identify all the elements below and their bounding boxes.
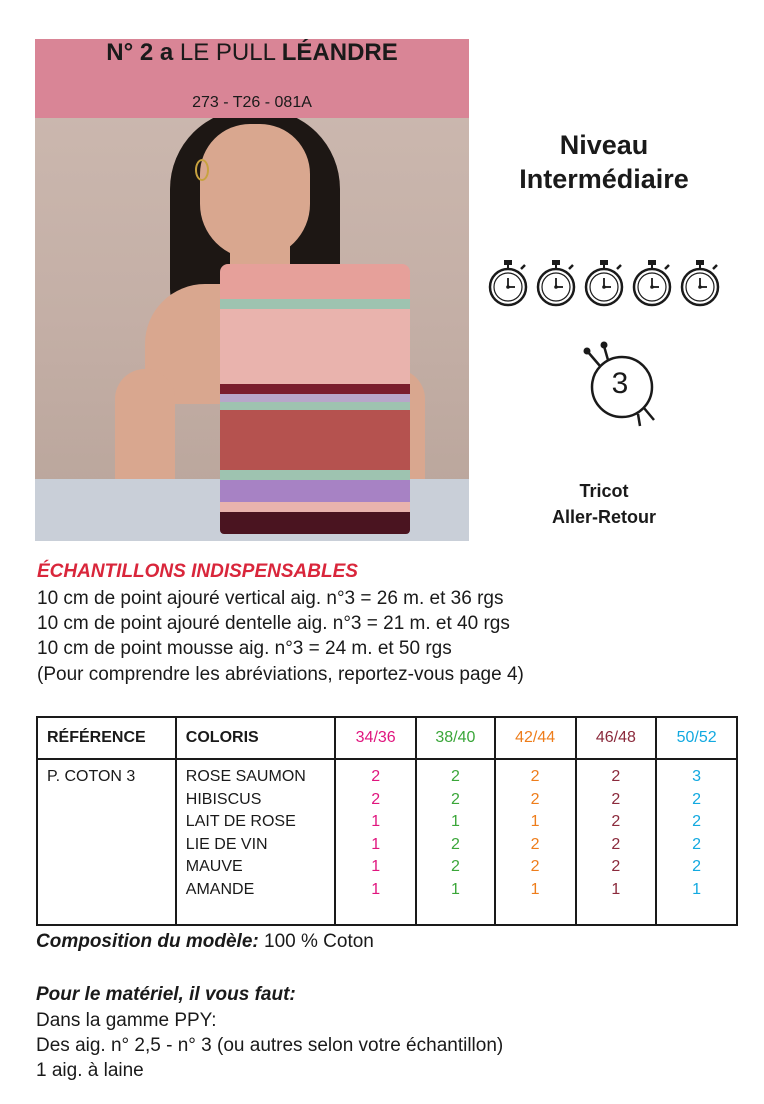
quantity-cell: 2 bbox=[530, 858, 540, 875]
materials-line: Dans la gamme PPY: bbox=[36, 1010, 217, 1031]
quantity-cell: 1 bbox=[371, 813, 381, 830]
technique-line1: Tricot bbox=[579, 481, 629, 501]
quantity-cell: 2 bbox=[371, 768, 381, 785]
pattern-number: N° 2 a bbox=[106, 39, 174, 66]
reference-code: 273 - T26 - 081A bbox=[192, 94, 312, 111]
composition bbox=[36, 931, 374, 953]
colors-header: COLORIS bbox=[176, 717, 336, 759]
materials-line: 1 aig. à laine bbox=[36, 1060, 144, 1081]
stopwatch-icon bbox=[629, 258, 675, 308]
pattern-title bbox=[35, 39, 469, 67]
difficulty-rating bbox=[484, 258, 724, 308]
quantity-cell: 1 bbox=[611, 880, 621, 898]
composition-label: Composition du modèle: bbox=[36, 931, 259, 952]
quantity-cell: 2 bbox=[530, 790, 540, 808]
size-header: 34/36 bbox=[335, 717, 416, 759]
quantity-cell: 2 bbox=[530, 835, 540, 853]
yarn-table bbox=[36, 716, 738, 926]
difficulty-level bbox=[484, 128, 724, 196]
pattern-name: LÉANDRE bbox=[281, 39, 398, 66]
quantity-cell: 2 bbox=[692, 813, 702, 830]
reference-header: RÉFÉRENCE bbox=[37, 717, 176, 759]
level-label: Niveau bbox=[559, 130, 649, 160]
quantity-cell: 2 bbox=[611, 813, 621, 830]
quantity-cell: 1 bbox=[450, 880, 460, 898]
yarn-reference: P. COTON 3 bbox=[37, 759, 176, 925]
color-name: HIBISCUS bbox=[185, 790, 262, 808]
quantity-column bbox=[335, 759, 416, 925]
quantity-cell: 2 bbox=[611, 768, 621, 785]
size-header: 38/40 bbox=[416, 717, 495, 759]
pattern-type: LE PULL bbox=[173, 39, 282, 66]
quantity-cell: 1 bbox=[530, 813, 540, 830]
color-name: MAUVE bbox=[185, 858, 243, 875]
quantity-cell: 2 bbox=[450, 835, 460, 853]
quantity-cell: 2 bbox=[450, 858, 460, 875]
quantity-cell: 1 bbox=[371, 858, 381, 875]
level-value: Intermédiaire bbox=[519, 164, 689, 194]
sample-line: 10 cm de point mousse aig. n°3 = 24 m. et 50 rgs bbox=[37, 638, 452, 659]
stopwatch-icon bbox=[581, 258, 627, 308]
quantity-cell: 2 bbox=[611, 790, 621, 808]
quantity-cell: 2 bbox=[450, 768, 460, 785]
quantity-cell: 2 bbox=[692, 790, 702, 808]
stopwatch-icon bbox=[533, 258, 579, 308]
model-photo bbox=[35, 39, 469, 541]
quantity-cell: 2 bbox=[530, 768, 540, 785]
quantity-cell: 2 bbox=[692, 858, 702, 875]
materials-line: Des aig. n° 2,5 - n° 3 (ou autres selon votre échantillon) bbox=[36, 1035, 504, 1056]
table-row bbox=[37, 759, 737, 925]
color-name: AMANDE bbox=[185, 880, 255, 898]
quantity-cell: 1 bbox=[692, 880, 702, 898]
stopwatch-icon bbox=[677, 258, 723, 308]
sample-line: 10 cm de point ajouré dentelle aig. n°3 = 21 m. et 40 rgs bbox=[37, 613, 510, 634]
quantity-cell: 2 bbox=[450, 790, 460, 808]
color-name: ROSE SAUMON bbox=[185, 768, 306, 785]
quantity-cell: 2 bbox=[611, 858, 621, 875]
size-header: 42/44 bbox=[495, 717, 576, 759]
quantity-column bbox=[656, 759, 737, 925]
stopwatch-icon bbox=[485, 258, 531, 308]
quantity-cell: 2 bbox=[611, 835, 621, 853]
quantity-cell: 1 bbox=[530, 880, 540, 898]
color-name: LIE DE VIN bbox=[185, 835, 268, 853]
quantity-cell: 1 bbox=[371, 880, 381, 898]
sweater-shape bbox=[220, 264, 410, 534]
abbreviations-note: (Pour comprendre les abréviations, reportez-vous page 4) bbox=[37, 664, 524, 685]
materials-title: Pour le matériel, il vous faut: bbox=[36, 984, 296, 1005]
composition-value: 100 % Coton bbox=[258, 931, 374, 952]
quantity-cell: 2 bbox=[692, 835, 702, 853]
quantity-column bbox=[495, 759, 576, 925]
samples-title: ÉCHANTILLONS INDISPENSABLES bbox=[37, 561, 358, 582]
earring-icon bbox=[195, 159, 209, 181]
quantity-column bbox=[576, 759, 657, 925]
quantity-cell: 3 bbox=[692, 768, 702, 785]
size-header: 46/48 bbox=[576, 717, 657, 759]
quantity-cell: 2 bbox=[371, 790, 381, 808]
needle-size: 3 bbox=[611, 367, 629, 400]
quantity-cell: 1 bbox=[450, 813, 460, 830]
technique bbox=[484, 478, 724, 530]
sample-line: 10 cm de point ajouré vertical aig. n°3 = 26 m. et 36 rgs bbox=[37, 588, 504, 609]
color-name: LAIT DE ROSE bbox=[185, 813, 296, 830]
size-header: 50/52 bbox=[656, 717, 737, 759]
table-header-row bbox=[37, 717, 737, 759]
quantity-cell: 1 bbox=[371, 835, 381, 853]
technique-line2: Aller-Retour bbox=[551, 507, 656, 527]
quantity-column bbox=[416, 759, 495, 925]
color-list bbox=[176, 759, 336, 925]
